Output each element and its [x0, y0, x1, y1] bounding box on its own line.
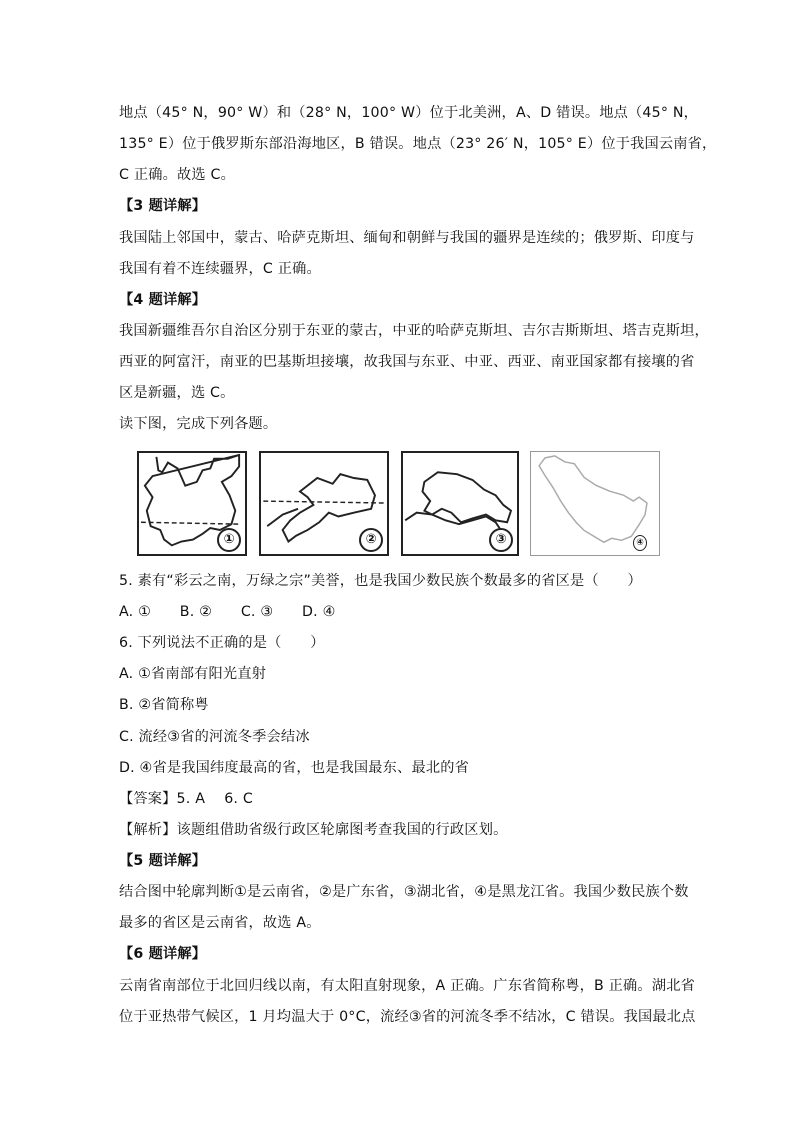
question-6-option-c: C. 流经③省的河流冬季会结冰: [119, 729, 310, 745]
text-line: 西亚的阿富汗，南亚的巴基斯坦接壤，故我国与东亚、中亚、西亚、南亚国家都有接壤的省: [119, 354, 695, 370]
text-line: 位于亚热带气候区，1 月均温大于 0°C，流经③省的河流冬季不结冰，C 错误。我国最北点: [119, 1009, 696, 1025]
question-5-options: A. ① B. ② C. ③ D. ④: [119, 604, 336, 620]
text-line: 地点（45° N，90° W）和（28° N，100° W）位于北美洲，A、D 错误。地点（45° N，: [119, 105, 699, 121]
question-6-option-a: A. ①省南部有阳光直射: [119, 666, 267, 682]
map-1-yunnan: [137, 451, 247, 556]
text-line: 结合图中轮廓判断①是云南省，②是广东省，③湖北省，④是黑龙江省。我国少数民族个数: [119, 884, 689, 900]
map-2-label: ②: [359, 528, 383, 552]
analysis-line: 【解析】该题组借助省级行政区轮廓图考查我国的行政区划。: [119, 822, 508, 838]
text-line: 135° E）位于俄罗斯东部沿海地区，B 错误。地点（23° 26′ N，105° E）位于我国云南省，: [119, 136, 717, 152]
intro-text: 读下图，完成下列各题。: [119, 416, 278, 432]
text-line: 区是新疆，选 C。: [119, 385, 235, 401]
text-line: 我国陆上邻国中，蒙古、哈萨克斯坦、缅甸和朝鲜与我国的疆界是连续的；俄罗斯、印度与: [119, 230, 695, 246]
section-heading-5: 【5 题详解】: [119, 853, 207, 869]
question-6-option-b: B. ②省简称粤: [119, 697, 209, 713]
text-line: 我国新疆维吾尔自治区分别于东亚的蒙古，中亚的哈萨克斯坦、吉尔吉斯斯坦、塔吉克斯坦，: [119, 323, 709, 339]
text-line: 云南省南部位于北回归线以南，有太阳直射现象，A 正确。广东省简称粤，B 正确。湖北省: [119, 978, 695, 994]
map-3-hubei: [401, 451, 519, 556]
section-heading-6: 【6 题详解】: [119, 946, 207, 962]
question-6: 6. 下列说法不正确的是（ ）: [119, 635, 325, 651]
text-line: 我国有着不连续疆界，C 正确。: [119, 261, 321, 277]
section-heading-3: 【3 题详解】: [119, 198, 207, 214]
text-line: C 正确。故选 C。: [119, 167, 235, 183]
map-3-label: ③: [489, 528, 513, 552]
question-5: 5. 素有“彩云之南，万绿之宗”美誉，也是我国少数民族个数最多的省区是（ ）: [119, 573, 642, 589]
text-line: 最多的省区是云南省，故选 A。: [119, 915, 321, 931]
question-6-option-d: D. ④省是我国纬度最高的省，也是我国最东、最北的省: [119, 760, 469, 776]
section-heading-4: 【4 题详解】: [119, 292, 207, 308]
map-4-label: ④: [633, 535, 647, 551]
map-1-label: ①: [217, 528, 241, 552]
map-4-heilongjiang: [530, 451, 660, 556]
map-2-guangdong: [259, 451, 389, 556]
answer-line: 【答案】5. A 6. C: [119, 791, 253, 807]
